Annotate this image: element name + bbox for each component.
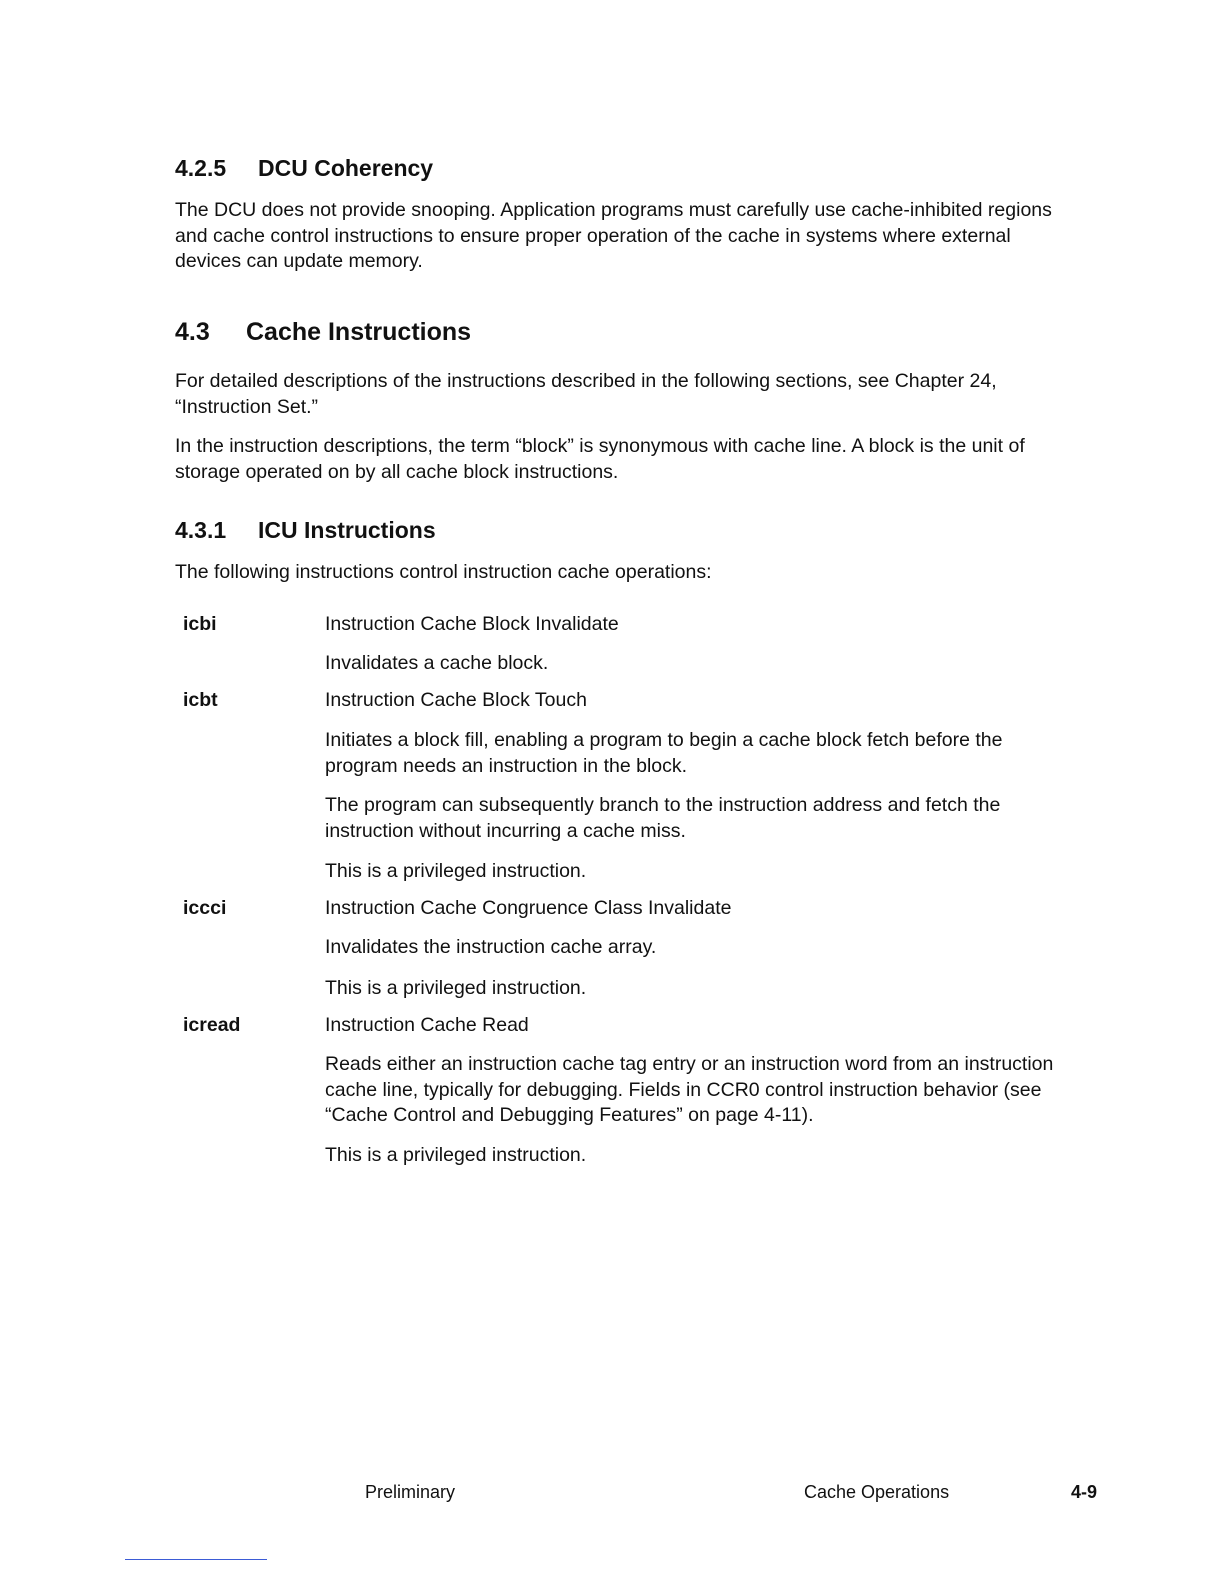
instruction-mnemonic: icbt: [183, 689, 218, 711]
cache-instructions-paragraph-1: For detailed descriptions of the instructions described in the following sections, see Chapter 24, “Instruction Set.”: [175, 370, 997, 418]
instruction-description: The program can subsequently branch to the instruction address and fetch the instruction without incurring a cache miss.: [325, 794, 1001, 842]
icu-instructions-intro: The following instructions control instruction cache operations:: [175, 561, 712, 583]
privilege-note: This is a privileged instruction.: [325, 860, 587, 882]
instruction-name: Instruction Cache Read: [325, 1014, 529, 1036]
instruction-description: Invalidates a cache block.: [325, 652, 549, 674]
instruction-name: Instruction Cache Block Touch: [325, 689, 587, 711]
instruction-description: Reads either an instruction cache tag entry or an instruction word from an instruction cache line, typically for debugging. Fields in CCR0 control instruction behavior (see “Cache Control and Debugging Features” on page 4-11).: [325, 1053, 1054, 1126]
footer-chapter: Cache Operations: [804, 1482, 950, 1502]
cache-instructions-paragraph-2: In the instruction descriptions, the term “block” is synonymous with cache line. A block is the unit of storage operated on by all cache block instructions.: [175, 435, 1025, 483]
section-number: 4.2.5: [175, 155, 227, 181]
bottom-rule: [125, 1559, 267, 1560]
instruction-description: Initiates a block fill, enabling a program to begin a cache block fetch before the program needs an instruction in the block.: [325, 729, 1003, 777]
dcu-coherency-paragraph: The DCU does not provide snooping. Application programs must carefully use cache-inhibited regions and cache control instructions to ensure proper operation of the cache in systems where external devices can update memory.: [175, 199, 1052, 272]
section-number: 4.3.1: [175, 517, 227, 543]
instruction-name: Instruction Cache Congruence Class Invalidate: [325, 897, 732, 919]
instruction-mnemonic: icread: [183, 1014, 241, 1036]
footer-page-number: 4-9: [1071, 1482, 1098, 1502]
footer-status: Preliminary: [365, 1482, 456, 1502]
instruction-name: Instruction Cache Block Invalidate: [325, 613, 619, 635]
section-heading-4-2-5: [175, 154, 433, 182]
section-number: 4.3: [175, 318, 210, 346]
instruction-mnemonic: iccci: [183, 897, 227, 919]
section-title: Cache Instructions: [246, 318, 472, 346]
section-title: ICU Instructions: [258, 517, 436, 543]
instruction-description: Invalidates the instruction cache array.: [325, 936, 657, 958]
privilege-note: This is a privileged instruction.: [325, 977, 587, 999]
section-heading-4-3: [175, 317, 471, 347]
privilege-note: This is a privileged instruction.: [325, 1144, 587, 1166]
section-heading-4-3-1: [175, 516, 436, 544]
section-title: DCU Coherency: [258, 155, 434, 181]
instruction-mnemonic: icbi: [183, 613, 217, 635]
